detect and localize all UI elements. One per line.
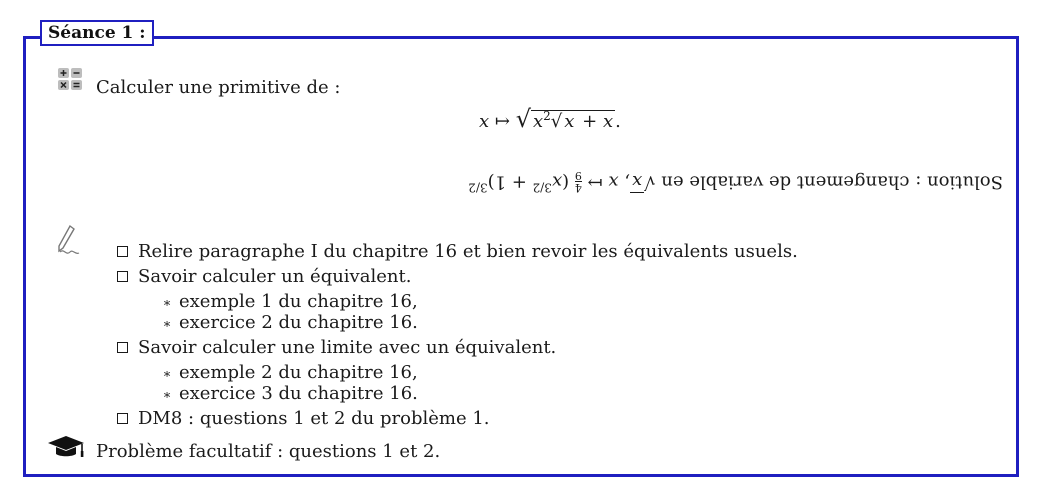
solution-prefix: Solution : changement de variable en [661,171,1003,193]
checkbox[interactable] [117,271,128,282]
sub-item: ∗ exemple 2 du chapitre 16, [160,362,418,386]
checkbox[interactable] [117,413,128,424]
pencil-icon [55,224,85,258]
star-bullet-icon: ∗ [162,367,172,382]
solution-text: Solution : changement de variable en √x, x ↦ 4 9 $(x^{3/2} + 1)^{3/2}$ [468,169,1003,195]
checkbox[interactable] [117,342,128,353]
star-bullet-icon: ∗ [162,296,172,311]
sub-item: ∗ exercice 3 du chapitre 16. [160,383,418,407]
checkbox[interactable] [117,246,128,257]
function-expression: x ↦ √ $x^2√$ x + x . [479,105,621,133]
optional-problem: Problème facultatif : questions 1 et 2. [96,441,441,462]
sub-item: ∗ exercice 2 du chapitre 16. [160,312,418,336]
sub-item: ∗ exemple 1 du chapitre 16, [160,291,418,315]
graduation-cap-icon [46,435,86,459]
star-bullet-icon: ∗ [162,388,172,403]
calculator-icon [57,67,83,91]
session-title: Séance 1 : [40,20,154,46]
solution-fraction: 4 9 [574,169,582,194]
todo-item: DM8 : questions 1 et 2 du problème 1. [117,408,490,430]
exercise-intro: Calculer une primitive de : [96,77,341,98]
star-bullet-icon: ∗ [162,317,172,332]
todo-item: Relire paragraphe I du chapitre 16 et bien revoir les équivalents usuels. [117,241,798,263]
todo-item: Savoir calculer une limite avec un équivalent. [117,337,556,359]
todo-item: Savoir calculer un équivalent. [117,266,411,288]
